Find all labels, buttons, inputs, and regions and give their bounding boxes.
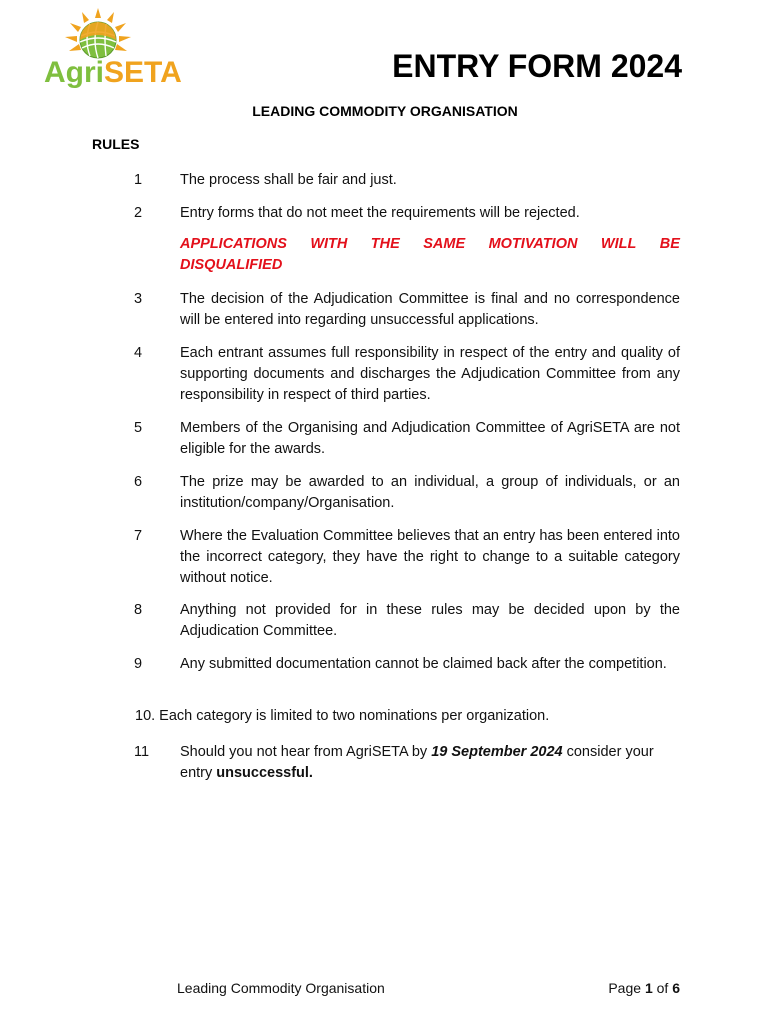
warning-word: APPLICATIONS (180, 236, 287, 252)
rule-number: 5 (134, 420, 143, 436)
rule-11-text-2: consider your entry (180, 744, 654, 781)
warning-line-2: DISQUALIFIED (180, 257, 283, 273)
page-of: of (652, 980, 673, 996)
warning-word: SAME (423, 236, 466, 252)
rule-text: Any submitted documentation cannot be claimed back after the competition. (180, 656, 667, 672)
page-indicator (608, 980, 680, 996)
rule-number: 2 (134, 205, 143, 221)
rule-text (180, 742, 680, 784)
disqualification-warning (180, 234, 680, 276)
rule-text: Entry forms that do not meet the requirements will be rejected. (180, 205, 580, 221)
rule-number: 1 (134, 172, 143, 188)
rule-text: Each entrant assumes full responsibility in respect of the entry and quality of supporting documents and discharges the Adjudication Committee from any responsibility in respect of third parties. (180, 345, 680, 403)
rule-number: 9 (134, 656, 143, 672)
rule-10: 10. Each category is limited to two nominations per organization. (135, 708, 550, 724)
warning-word: WILL (600, 236, 637, 252)
form-subtitle: LEADING COMMODITY ORGANISATION (252, 103, 518, 119)
rule-text: The decision of the Adjudication Committee is final and no correspondence will be entered into regarding unsuccessful applications. (180, 291, 680, 328)
agriseta-logo (40, 6, 205, 92)
page-current: 1 (644, 980, 653, 996)
rule-number: 6 (134, 474, 143, 490)
rule-text: The prize may be awarded to an individual, a group of individuals, or an institution/company/Organisation. (180, 474, 680, 511)
warning-word: BE (659, 236, 680, 252)
rule-number: 8 (134, 602, 143, 618)
logo-text (44, 56, 182, 90)
rule-number: 7 (134, 528, 143, 544)
rule-text: The process shall be fair and just. (180, 172, 397, 188)
page-label: Page (608, 980, 645, 996)
rule-text: Anything not provided for in these rules may be decided upon by the Adjudication Committee. (180, 602, 680, 639)
rules-heading: RULES (92, 136, 140, 152)
rule-11-emphasis: unsuccessful. (216, 765, 313, 781)
rule-number: 4 (134, 345, 143, 361)
warning-word: MOTIVATION (488, 236, 578, 252)
rule-11-text-1: Should you not hear from AgriSETA by (180, 744, 432, 760)
page-total: 6 (672, 980, 680, 996)
form-title: ENTRY FORM 2024 (392, 48, 682, 84)
warning-word: WITH (310, 236, 348, 252)
rule-number: 11 (134, 744, 150, 760)
footer-title: Leading Commodity Organisation (177, 980, 385, 996)
sun-globe-icon (62, 6, 134, 62)
warning-word: THE (370, 236, 400, 252)
rule-text: Members of the Organising and Adjudication Committee of AgriSETA are not eligible for the awards. (180, 420, 680, 457)
logo-text-seta: SETA (104, 56, 182, 89)
rule-number: 3 (134, 291, 143, 307)
rule-text: Where the Evaluation Committee believes that an entry has been entered into the incorrect category, they have the right to change to a suitable category without notice. (180, 528, 680, 586)
logo-text-agri: Agri (44, 56, 104, 89)
warning-line-1 (180, 234, 680, 255)
deadline-date: 19 September 2024 (431, 744, 563, 760)
